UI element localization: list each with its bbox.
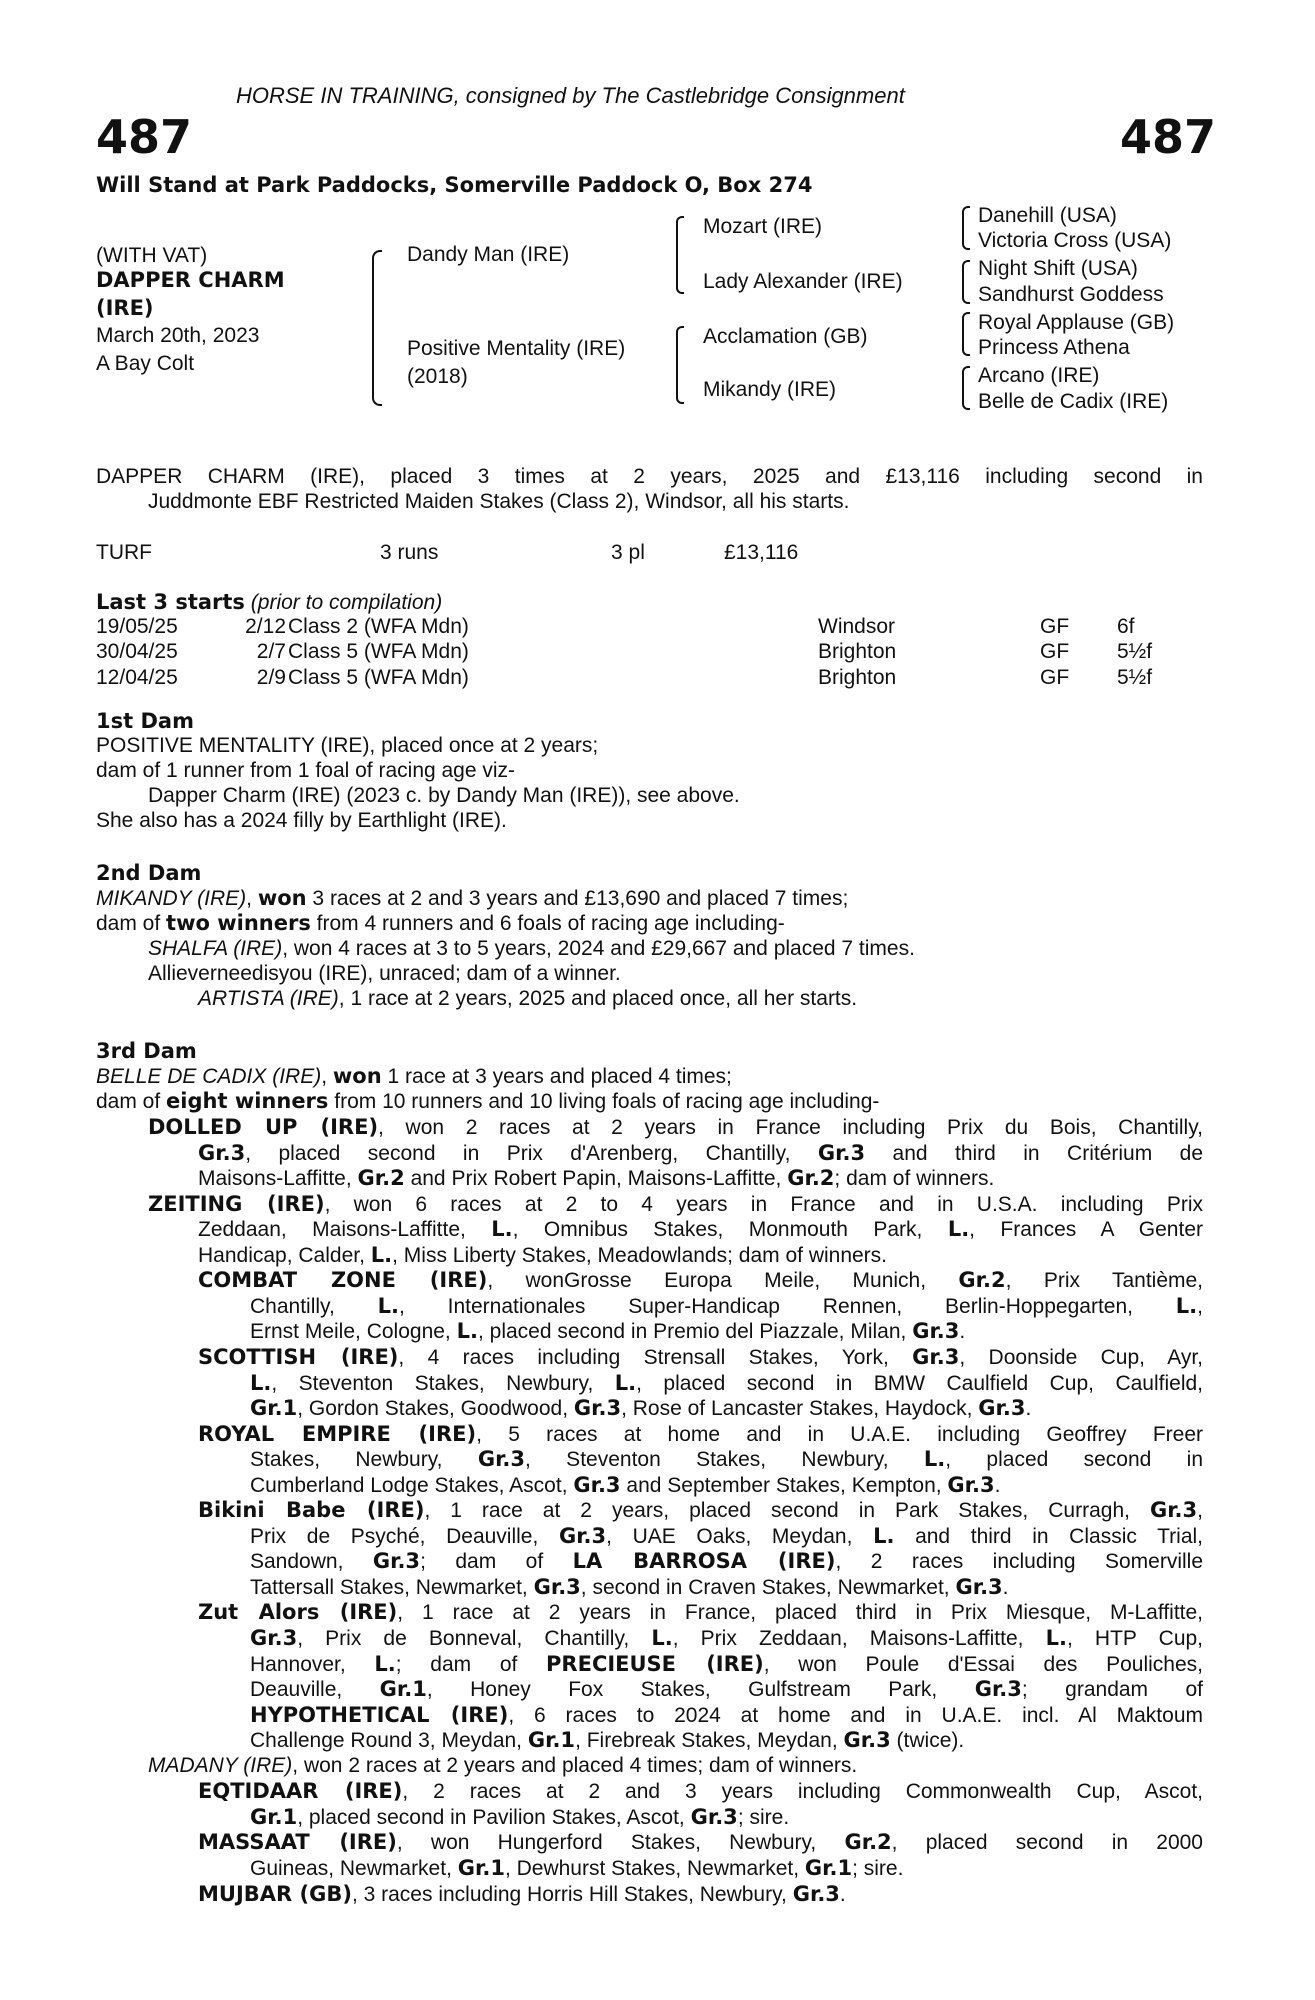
granddam-3: Princess Athena xyxy=(978,336,1130,359)
bold-text: L. xyxy=(947,1217,970,1242)
bold-text: COMBAT ZONE (IRE) xyxy=(198,1268,488,1293)
text: . xyxy=(839,1882,846,1906)
produce-line xyxy=(250,1728,964,1753)
text: , Firebreak Stakes, Meydan, xyxy=(575,1729,844,1753)
text: ; dam of xyxy=(420,1550,573,1574)
text: , xyxy=(1197,1294,1203,1318)
granddam-4: Belle de Cadix (IRE) xyxy=(978,390,1169,413)
text: , 6 races to 2024 at home and in U.A.E. incl. Al Maktoum xyxy=(508,1703,1203,1727)
scottish-entry xyxy=(198,1345,1203,1370)
bold-text: Bikini Babe (IRE) xyxy=(198,1498,425,1523)
text: , 4 races including Strensall Stakes, York, xyxy=(398,1345,913,1369)
second-dam-title: 2nd Dam xyxy=(96,861,202,885)
bold-text: Gr.3 xyxy=(817,1140,866,1165)
text: ; dam of xyxy=(395,1652,547,1676)
third-dam-line-2 xyxy=(96,1089,879,1114)
bold-text: Gr.1 xyxy=(250,1804,298,1829)
text: , placed second in Prix d'Arenberg, Chantilly, xyxy=(245,1141,818,1165)
foaled-date: March 20th, 2023 xyxy=(96,324,260,347)
bold-text: Gr.1 xyxy=(250,1396,298,1421)
text: Handicap, Calder, xyxy=(198,1243,371,1267)
bold-text: Gr.3 xyxy=(198,1140,246,1165)
last-starts-heading xyxy=(96,590,442,615)
start-pos: 2/9 xyxy=(256,665,286,689)
combat-zone-entry xyxy=(198,1268,1203,1293)
text: , xyxy=(321,1065,333,1088)
pedigree-brace-dam xyxy=(676,326,684,404)
text: , 3 races including Horris Hill Stakes, Newbury, xyxy=(351,1882,793,1906)
dolled-up-entry xyxy=(148,1115,1203,1140)
pedigree-brace-g1 xyxy=(962,206,970,250)
pedigree-brace-g3 xyxy=(962,312,970,356)
bold-text: L. xyxy=(923,1447,946,1472)
text: , Internationales Super-Handicap Rennen, Berlin-Hoppegarten, xyxy=(399,1294,1176,1318)
text: , won 4 races at 3 to 5 years, 2024 and £29,667 and placed 7 times. xyxy=(282,937,915,960)
bold-text: Gr.3 xyxy=(912,1344,960,1369)
text: Deauville, xyxy=(250,1678,380,1702)
text: , HTP Cup, xyxy=(1066,1627,1203,1650)
bold-text: Gr.3 xyxy=(978,1396,1026,1421)
text: , Honey Fox Stakes, Gulfstream Park, xyxy=(426,1678,975,1702)
bold-text: L. xyxy=(370,1242,393,1267)
bold-text: Gr.1 xyxy=(379,1677,427,1702)
start-race: Class 2 (WFA Mdn) xyxy=(288,615,469,638)
start-race: Class 5 (WFA Mdn) xyxy=(288,640,469,664)
text: Maisons-Laffitte, xyxy=(198,1167,358,1191)
produce-line xyxy=(250,1626,1203,1651)
bold-text: Gr.3 xyxy=(372,1549,421,1574)
text: , Doonside Cup, Ayr, xyxy=(959,1345,1203,1369)
bold-text: L. xyxy=(456,1319,478,1344)
vat-note: (WITH VAT) xyxy=(96,244,208,267)
text: , Rose of Lancaster Stakes, Haydock, xyxy=(621,1397,979,1421)
grandsire-1: Danehill (USA) xyxy=(978,204,1117,227)
produce-line xyxy=(250,1575,1009,1600)
second-dam-line-1 xyxy=(96,886,848,911)
grandsire-3: Royal Applause (GB) xyxy=(978,311,1175,334)
text: , Prix Tantième, xyxy=(1005,1269,1203,1293)
start-going: GF xyxy=(1040,615,1070,638)
record-placed: 3 pl xyxy=(611,541,645,564)
second-dam-line-2 xyxy=(96,911,785,936)
first-dam-line-3: Dapper Charm (IRE) (2023 c. by Dandy Man (IRE)), see above. xyxy=(148,784,740,807)
text: ; dam of winners. xyxy=(834,1167,995,1191)
start-dist: 5½f xyxy=(1117,640,1153,664)
produce-line xyxy=(250,1447,1203,1472)
text: dam of xyxy=(96,1090,167,1113)
winners-count: eight winners xyxy=(166,1089,329,1113)
winners-count: two winners xyxy=(166,911,311,935)
sire-name: Dandy Man (IRE) xyxy=(407,243,570,266)
eqtidaar-entry xyxy=(198,1779,1203,1804)
horse-description: A Bay Colt xyxy=(96,352,195,375)
text: 3 races at 2 and 3 years and £13,690 and placed 7 times; xyxy=(306,887,849,910)
bold-text: Gr.3 xyxy=(573,1396,622,1421)
start-dist: 6f xyxy=(1117,615,1135,638)
text: , second in Craven Stakes, Newmarket, xyxy=(580,1575,956,1599)
text: , Gordon Stakes, Goodwood, xyxy=(297,1397,574,1421)
produce-line xyxy=(250,1294,1203,1319)
bold-text: MUJBAR (GB) xyxy=(198,1881,352,1906)
text: , wonGrosse Europa Meile, Munich, xyxy=(487,1269,959,1293)
text: , 5 races at home and in U.A.E. including Geoffrey Freer xyxy=(476,1422,1203,1446)
third-dam-line-1 xyxy=(96,1064,732,1089)
bold-text: Gr.3 xyxy=(690,1804,738,1829)
text: , won Poule d'Essai des Pouliches, xyxy=(763,1652,1203,1676)
bold-text: Gr.2 xyxy=(958,1268,1006,1293)
record-earnings: £13,116 xyxy=(724,541,799,564)
text: ; grandam of xyxy=(1021,1678,1203,1702)
record-surface: TURF xyxy=(96,541,152,564)
pedigree-brace-sire xyxy=(676,216,684,294)
madany-entry xyxy=(148,1754,857,1778)
bold-text: Gr.3 xyxy=(573,1472,621,1497)
bold-text: Gr.3 xyxy=(974,1677,1022,1702)
produce-line xyxy=(198,1217,1203,1242)
italic-text: MADANY (IRE) xyxy=(148,1753,293,1777)
bold-text: Gr.3 xyxy=(947,1472,995,1497)
text: Cumberland Lodge Stakes, Ascot, xyxy=(250,1473,574,1497)
text: Guineas, Newmarket, xyxy=(250,1856,458,1880)
start-course: Windsor xyxy=(818,615,896,638)
bold-text: PRECIEUSE (IRE) xyxy=(546,1651,764,1676)
stand-location: Will Stand at Park Paddocks, Somerville Paddock O, Box 274 xyxy=(96,173,813,197)
second-dam-line-4: Allieverneedisyou (IRE), unraced; dam of a winner. xyxy=(148,962,621,985)
bold-text: Gr.1 xyxy=(804,1855,853,1880)
text: . xyxy=(994,1473,1001,1497)
start-going: GF xyxy=(1040,665,1070,689)
produce-line xyxy=(250,1805,789,1830)
pedigree-brace-g4 xyxy=(962,366,970,410)
dam-sire-name: Acclamation (GB) xyxy=(703,325,868,348)
text: , xyxy=(246,887,258,910)
text: , 1 race at 2 years, placed second in Park Stakes, Curragh, xyxy=(424,1499,1150,1523)
bold-text: ZEITING (IRE) xyxy=(148,1191,325,1216)
text: 1 race at 3 years and placed 4 times; xyxy=(381,1065,732,1088)
text: Tattersall Stakes, Newmarket, xyxy=(250,1575,534,1599)
produce-line xyxy=(250,1524,1203,1549)
sire-dam-name: Lady Alexander (IRE) xyxy=(703,270,903,293)
text: , won 6 races at 2 to 4 years in France and in U.S.A. including Prix xyxy=(324,1192,1203,1216)
produce-line xyxy=(250,1396,1031,1421)
lot-number-left: 487 xyxy=(96,110,193,164)
horse-name-suffix: (IRE) xyxy=(96,296,154,320)
granddam-2: Sandhurst Goddess xyxy=(978,283,1164,306)
bold-text: HYPOTHETICAL (IRE) xyxy=(250,1702,509,1727)
bold-text: L. xyxy=(377,1293,399,1318)
produce-line xyxy=(250,1319,965,1344)
consignment-line: HORSE IN TRAINING, consigned by The Castlebridge Consignment xyxy=(236,83,905,108)
lot-number-right: 487 xyxy=(1120,110,1217,164)
text: . xyxy=(1025,1397,1032,1421)
progeny-name: ARTISTA (IRE) xyxy=(198,987,339,1010)
text: , won 2 races at 2 years and placed 4 times; dam of winners. xyxy=(292,1753,858,1777)
bold-text: L. xyxy=(374,1651,396,1676)
text: , Prix de Bonneval, Chantilly, xyxy=(297,1627,652,1650)
text: Prix de Psyché, Deauville, xyxy=(250,1524,559,1548)
start-date: 30/04/25 xyxy=(96,640,178,664)
bold-text: L. xyxy=(651,1626,673,1650)
bold-text: L. xyxy=(1045,1626,1067,1650)
bold-text: MASSAAT (IRE) xyxy=(198,1830,397,1855)
sire-sire-name: Mozart (IRE) xyxy=(703,215,823,238)
first-dam-line-4: She also has a 2024 filly by Earthlight (IRE). xyxy=(96,809,507,832)
produce-line xyxy=(198,1141,1203,1166)
text: , placed second in 2000 xyxy=(891,1831,1203,1855)
zeiting-entry xyxy=(148,1192,1203,1217)
bold-text: Gr.2 xyxy=(787,1166,835,1191)
royal-empire-entry xyxy=(198,1422,1203,1447)
bold-text: SCOTTISH (IRE) xyxy=(198,1344,399,1369)
text: . xyxy=(1002,1575,1009,1599)
record-runs: 3 runs xyxy=(380,541,439,564)
start-date: 12/04/25 xyxy=(96,665,178,689)
bold-text: DOLLED UP (IRE) xyxy=(148,1115,379,1139)
produce-line xyxy=(250,1549,1203,1574)
dam-year: (2018) xyxy=(407,365,468,388)
bold-text: ROYAL EMPIRE (IRE) xyxy=(198,1421,477,1446)
produce-line xyxy=(250,1371,1203,1396)
text: , UAE Oaks, Meydan, xyxy=(606,1524,874,1548)
text: , won Hungerford Stakes, Newbury, xyxy=(396,1831,845,1855)
start-course: Brighton xyxy=(818,665,897,689)
text: , 1 race at 2 years in France, placed third in Prix Miesque, M-Laffitte, xyxy=(397,1601,1203,1625)
bikini-babe-entry xyxy=(198,1498,1203,1523)
text: , Omnibus Stakes, Monmouth Park, xyxy=(512,1218,948,1242)
text: Challenge Round 3, Meydan, xyxy=(250,1729,528,1753)
third-dam-name: BELLE DE CADIX (IRE) xyxy=(96,1065,322,1088)
bold-text: Gr.3 xyxy=(533,1574,581,1599)
second-dam-line-5 xyxy=(198,987,857,1011)
bold-text: Gr.3 xyxy=(477,1447,526,1472)
summary-line-2: Juddmonte EBF Restricted Maiden Stakes (Class 2), Windsor, all his starts. xyxy=(148,490,850,513)
text: , placed second in Pavilion Stakes, Ascot, xyxy=(297,1805,691,1829)
bold-text: L. xyxy=(491,1217,513,1242)
pedigree-brace-g2 xyxy=(962,260,970,304)
bold-text: Gr.3 xyxy=(1149,1498,1198,1523)
won-label: won xyxy=(257,886,307,910)
bold-text: L. xyxy=(614,1370,637,1395)
produce-line xyxy=(198,1166,994,1191)
bold-text: LA BARROSA (IRE) xyxy=(572,1549,836,1574)
text: Zeddaan, Maisons-Laffitte, xyxy=(198,1218,492,1242)
text: and September Stakes, Kempton, xyxy=(620,1473,948,1497)
text: , Prix Zeddaan, Maisons-Laffitte, xyxy=(672,1627,1046,1650)
start-going: GF xyxy=(1040,640,1070,664)
text: from 4 runners and 6 foals of racing age including- xyxy=(310,912,785,935)
text: , Frances A Genter xyxy=(969,1218,1203,1242)
text: , placed second in xyxy=(945,1448,1203,1472)
bold-text: Gr.3 xyxy=(843,1728,891,1753)
second-dam-line-3 xyxy=(148,937,915,961)
text: , Dewhurst Stakes, Newmarket, xyxy=(504,1856,805,1880)
text: , Steventon Stakes, Newbury, xyxy=(271,1371,615,1395)
text: Hannover, xyxy=(250,1652,375,1676)
won-label: won xyxy=(332,1064,382,1088)
last-starts-title: Last 3 starts xyxy=(96,590,245,614)
text: ; sire. xyxy=(737,1805,790,1829)
second-dam-name: MIKANDY (IRE) xyxy=(96,887,247,910)
text: , won 2 races at 2 years in France including Prix du Bois, Chantilly, xyxy=(378,1116,1203,1139)
third-dam-title: 3rd Dam xyxy=(96,1039,197,1063)
text: Chantilly, xyxy=(250,1294,378,1318)
produce-line xyxy=(198,1243,887,1268)
text: (twice). xyxy=(890,1729,965,1753)
produce-line xyxy=(250,1856,903,1881)
pedigree-brace-main xyxy=(372,250,382,406)
text: and third in Critérium de xyxy=(865,1141,1203,1165)
start-dist: 5½f xyxy=(1117,665,1153,689)
text: , 2 races at 2 and 3 years including Commonwealth Cup, Ascot, xyxy=(402,1780,1203,1804)
mujbar-entry xyxy=(198,1882,846,1907)
horse-name: DAPPER CHARM xyxy=(96,268,285,292)
bold-text: EQTIDAAR (IRE) xyxy=(198,1779,403,1804)
produce-line xyxy=(250,1703,1203,1728)
massaat-entry xyxy=(198,1830,1203,1855)
produce-line xyxy=(250,1473,1000,1498)
first-dam-line-1: POSITIVE MENTALITY (IRE), placed once at 2 years; xyxy=(96,734,599,757)
text: and Prix Robert Papin, Maisons-Laffitte, xyxy=(404,1167,788,1191)
start-pos: 2/12 xyxy=(245,615,286,638)
dam-name: Positive Mentality (IRE) xyxy=(407,337,626,360)
text: , 2 races including Somerville xyxy=(835,1550,1203,1574)
start-pos: 2/7 xyxy=(256,640,286,664)
text: ; sire. xyxy=(852,1856,904,1880)
text: dam of xyxy=(96,912,167,935)
text: , 1 race at 2 years, 2025 and placed once, all her starts. xyxy=(338,987,858,1010)
bold-text: Gr.3 xyxy=(912,1319,960,1344)
bold-text: Gr.3 xyxy=(558,1523,607,1548)
bold-text: Gr.2 xyxy=(357,1166,405,1191)
last-starts-note: (prior to compilation) xyxy=(250,591,443,614)
summary-line-1: DAPPER CHARM (IRE), placed 3 times at 2 years, 2025 and £13,116 including second in xyxy=(96,465,1203,488)
text: , Steventon Stakes, Newbury, xyxy=(525,1448,924,1472)
bold-text: Gr.1 xyxy=(457,1855,505,1880)
text: Stakes, Newbury, xyxy=(250,1448,478,1472)
text: , Miss Liberty Stakes, Meadowlands; dam of winners. xyxy=(392,1243,888,1267)
bold-text: L. xyxy=(250,1370,272,1395)
bold-text: L. xyxy=(1175,1293,1198,1318)
text: , placed second in BMW Caulfield Cup, Caulfield, xyxy=(636,1371,1203,1395)
text: . xyxy=(959,1320,966,1344)
start-date: 19/05/25 xyxy=(96,615,178,638)
bold-text: Gr.3 xyxy=(250,1626,298,1650)
first-dam-line-2: dam of 1 runner from 1 foal of racing age viz- xyxy=(96,759,516,782)
bold-text: Gr.3 xyxy=(792,1881,840,1906)
start-course: Brighton xyxy=(818,640,897,664)
grandsire-2: Night Shift (USA) xyxy=(978,257,1138,280)
text: , placed second in Premio del Piazzale, Milan, xyxy=(477,1320,913,1344)
text: , xyxy=(1197,1499,1203,1523)
progeny-name: SHALFA (IRE) xyxy=(148,937,283,960)
produce-line xyxy=(250,1652,1203,1677)
granddam-1: Victoria Cross (USA) xyxy=(978,229,1172,252)
bold-text: Gr.1 xyxy=(527,1728,576,1753)
produce-line xyxy=(250,1677,1203,1702)
text: Sandown, xyxy=(250,1550,373,1574)
text: Ernst Meile, Cologne, xyxy=(250,1320,457,1344)
start-race: Class 5 (WFA Mdn) xyxy=(288,665,469,689)
first-dam-title: 1st Dam xyxy=(96,709,194,733)
text: from 10 runners and 10 living foals of racing age including- xyxy=(328,1090,880,1113)
dam-dam-name: Mikandy (IRE) xyxy=(703,378,837,401)
text: and third in Classic Trial, xyxy=(894,1524,1203,1548)
bold-text: Gr.2 xyxy=(844,1830,892,1855)
bold-text: Gr.3 xyxy=(955,1574,1003,1599)
zut-alors-entry xyxy=(198,1600,1203,1625)
bold-text: Zut Alors (IRE) xyxy=(198,1600,398,1625)
grandsire-4: Arcano (IRE) xyxy=(978,364,1100,387)
bold-text: L. xyxy=(873,1523,895,1548)
